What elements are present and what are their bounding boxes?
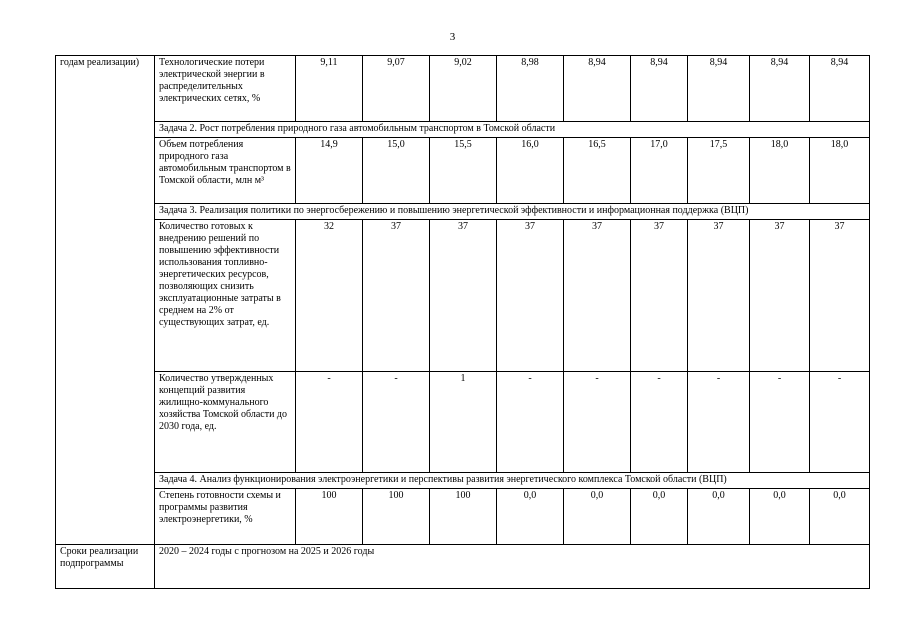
- period-text: 2020 – 2024 годы с прогнозом на 2025 и 2026 годы: [155, 545, 870, 589]
- value-cell: -: [564, 372, 631, 473]
- value-cell: -: [810, 372, 870, 473]
- value-cell: 0,0: [631, 489, 688, 545]
- value-cell: 37: [497, 220, 564, 372]
- value-cell: 37: [631, 220, 688, 372]
- value-cell: -: [688, 372, 750, 473]
- period-label: Сроки реализации подпрограммы: [56, 545, 155, 589]
- value-cell: 8,98: [497, 56, 564, 122]
- value-cell: 0,0: [688, 489, 750, 545]
- task-row: [56, 473, 870, 489]
- value-cell: -: [631, 372, 688, 473]
- indicator-label: Количество утвержденных концепций развития жилищно-коммунального хозяйства Томской области до 2030 года, ед.: [155, 372, 296, 473]
- value-cell: 8,94: [750, 56, 810, 122]
- period-row: [56, 545, 870, 589]
- task-heading: Задача 4. Анализ функционирования электроэнергетики и перспективы развития энергетического комплекса Томской области (ВЦП): [155, 473, 870, 489]
- task-heading: Задача 2. Рост потребления природного газа автомобильным транспортом в Томской области: [155, 122, 870, 138]
- value-cell: 9,07: [363, 56, 430, 122]
- page-number: 3: [449, 31, 456, 43]
- value-cell: 37: [688, 220, 750, 372]
- value-cell: 9,02: [430, 56, 497, 122]
- value-cell: 17,5: [688, 138, 750, 204]
- value-cell: -: [363, 372, 430, 473]
- indicators-table: [55, 55, 870, 589]
- value-cell: 100: [296, 489, 363, 545]
- value-cell: 15,0: [363, 138, 430, 204]
- side-label-text: годам реализации): [60, 57, 140, 68]
- value-cell: 15,5: [430, 138, 497, 204]
- value-cell: 8,94: [564, 56, 631, 122]
- value-cell: 37: [750, 220, 810, 372]
- indicator-label: Степень готовности схемы и программы развития электроэнергетики, %: [155, 489, 296, 545]
- value-cell: 17,0: [631, 138, 688, 204]
- value-cell: -: [296, 372, 363, 473]
- value-cell: 16,0: [497, 138, 564, 204]
- value-cell: 100: [363, 489, 430, 545]
- value-cell: 14,9: [296, 138, 363, 204]
- value-cell: 0,0: [810, 489, 870, 545]
- value-cell: 0,0: [497, 489, 564, 545]
- value-cell: 100: [430, 489, 497, 545]
- value-cell: 37: [430, 220, 497, 372]
- value-cell: 37: [810, 220, 870, 372]
- indicator-label: Количество готовых к внедрению решений по повышению эффективности использования топливно-энергетических ресурсов, позволяющих снизить эксплуатационные затраты в среднем на 2% от существующих затрат, ед.: [155, 220, 296, 372]
- value-cell: 32: [296, 220, 363, 372]
- value-cell: 0,0: [750, 489, 810, 545]
- table-row: [56, 138, 870, 204]
- task-row: [56, 122, 870, 138]
- table-row: [56, 220, 870, 372]
- value-cell: 1: [430, 372, 497, 473]
- table-row: [56, 56, 870, 122]
- value-cell: 37: [564, 220, 631, 372]
- value-cell: 8,94: [631, 56, 688, 122]
- value-cell: 8,94: [810, 56, 870, 122]
- table-row: [56, 372, 870, 473]
- value-cell: 9,11: [296, 56, 363, 122]
- indicator-label: Объем потребления природного газа автомобильным транспортом в Томской области, млн м³: [155, 138, 296, 204]
- value-cell: 37: [363, 220, 430, 372]
- task-heading: Задача 3. Реализация политики по энергосбережению и повышению энергетической эффективности и информационная поддержка (ВЦП): [155, 204, 870, 220]
- value-cell: 18,0: [810, 138, 870, 204]
- value-cell: 18,0: [750, 138, 810, 204]
- value-cell: 0,0: [564, 489, 631, 545]
- value-cell: -: [497, 372, 564, 473]
- value-cell: -: [750, 372, 810, 473]
- value-cell: 8,94: [688, 56, 750, 122]
- task-row: [56, 204, 870, 220]
- indicator-label: Технологические потери электрической энергии в распределительных электрических сетях, %: [155, 56, 296, 122]
- side-label-cell: [56, 56, 155, 545]
- value-cell: 16,5: [564, 138, 631, 204]
- table-row: [56, 489, 870, 545]
